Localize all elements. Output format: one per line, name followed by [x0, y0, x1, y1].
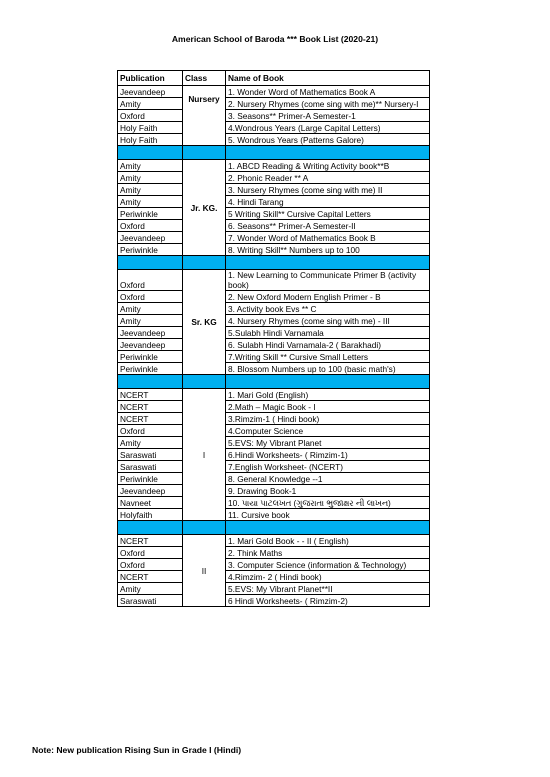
separator-cell [226, 521, 430, 535]
publication-cell: Saraswati [118, 461, 183, 473]
table-row [118, 315, 430, 327]
book-name-cell: 1. New Learning to Communicate Primer B (activity book) [226, 270, 430, 291]
publication-cell: Amity [118, 437, 183, 449]
book-name-cell: 1. ABCD Reading & Writing Activity book**B [226, 160, 430, 172]
publication-cell: Amity [118, 315, 183, 327]
header-class: Class [183, 71, 226, 86]
publication-cell: NCERT [118, 413, 183, 425]
table-header-row [118, 71, 430, 86]
separator-cell [183, 146, 226, 160]
publication-cell: Amity [118, 303, 183, 315]
publication-cell: Saraswati [118, 449, 183, 461]
table-row [118, 291, 430, 303]
table-row [118, 196, 430, 208]
publication-cell: Amity [118, 160, 183, 172]
section-separator [118, 521, 430, 535]
publication-cell: Oxford [118, 270, 183, 291]
publication-cell: Amity [118, 98, 183, 110]
table-row [118, 351, 430, 363]
separator-cell [226, 146, 430, 160]
header-publication: Publication [118, 71, 183, 86]
table-row [118, 535, 430, 547]
book-name-cell: 1. Mari Gold (English) [226, 389, 430, 401]
section-separator [118, 375, 430, 389]
table-row [118, 571, 430, 583]
book-name-cell: 7.English Worksheet- (NCERT) [226, 461, 430, 473]
table-row [118, 363, 430, 375]
publication-cell: Jeevandeep [118, 232, 183, 244]
table-row [118, 327, 430, 339]
table-row [118, 122, 430, 134]
book-name-cell: 2. Think Maths [226, 547, 430, 559]
book-name-cell: 7.Writing Skill ** Cursive Small Letters [226, 351, 430, 363]
publication-cell: Periwinkle [118, 473, 183, 485]
table-row [118, 401, 430, 413]
table-row [118, 208, 430, 220]
book-name-cell: 2. New Oxford Modern English Primer - B [226, 291, 430, 303]
book-name-cell: 1. Wonder Word of Mathematics Book A [226, 86, 430, 98]
book-name-cell: 2.Math – Magic Book - I [226, 401, 430, 413]
book-name-cell: 2. Phonic Reader ** A [226, 172, 430, 184]
book-name-cell: 3. Computer Science (information & Technology) [226, 559, 430, 571]
table-row [118, 437, 430, 449]
publication-cell: Amity [118, 184, 183, 196]
book-name-cell: 6 Hindi Worksheets- ( Rimzim-2) [226, 595, 430, 607]
book-name-cell: 4.Computer Science [226, 425, 430, 437]
book-name-cell: 4.Rimzim- 2 ( Hindi book) [226, 571, 430, 583]
table-body [118, 86, 430, 607]
book-name-cell: 11. Cursive book [226, 509, 430, 521]
publication-cell: Jeevandeep [118, 86, 183, 98]
table-row [118, 98, 430, 110]
publication-cell: NCERT [118, 401, 183, 413]
table-row [118, 473, 430, 485]
publication-cell: Oxford [118, 425, 183, 437]
book-name-cell: 8. General Knowledge --1 [226, 473, 430, 485]
publication-cell: Periwinkle [118, 363, 183, 375]
book-name-cell: 5. Wondrous Years (Patterns Galore) [226, 134, 430, 146]
publication-cell: Amity [118, 172, 183, 184]
publication-cell: NCERT [118, 535, 183, 547]
separator-cell [183, 375, 226, 389]
separator-cell [118, 256, 183, 270]
book-name-cell: 9. Drawing Book-1 [226, 485, 430, 497]
book-name-cell: 3.Rimzim-1 ( Hindi book) [226, 413, 430, 425]
separator-cell [183, 521, 226, 535]
table-row [118, 497, 430, 509]
book-name-cell: 3. Activity book Evs ** C [226, 303, 430, 315]
publication-cell: Oxford [118, 110, 183, 122]
table-row [118, 270, 430, 291]
book-name-cell: 6.Hindi Worksheets- ( Rimzim-1) [226, 449, 430, 461]
class-cell: Jr. KG. [183, 160, 226, 256]
book-name-cell: 5.EVS: My Vibrant Planet**II [226, 583, 430, 595]
table-row [118, 244, 430, 256]
publication-cell: Oxford [118, 291, 183, 303]
separator-cell [118, 521, 183, 535]
book-name-cell: 4.Wondrous Years (Large Capital Letters) [226, 122, 430, 134]
separator-cell [183, 256, 226, 270]
publication-cell: Holyfaith [118, 509, 183, 521]
publication-cell: NCERT [118, 389, 183, 401]
publication-cell: Amity [118, 583, 183, 595]
table-row [118, 86, 430, 98]
table-row [118, 389, 430, 401]
publication-cell: Holy Faith [118, 134, 183, 146]
book-name-cell: 8. Writing Skill** Numbers up to 100 [226, 244, 430, 256]
table-row [118, 547, 430, 559]
separator-cell [118, 146, 183, 160]
page-title: American School of Baroda *** Book List (2020-21) [171, 34, 379, 44]
publication-cell: Oxford [118, 220, 183, 232]
publication-cell: NCERT [118, 571, 183, 583]
book-name-cell: 2. Nursery Rhymes (come sing with me)** Nursery-I [226, 98, 430, 110]
separator-cell [118, 375, 183, 389]
book-name-cell: 5 Writing Skill** Cursive Capital Letters [226, 208, 430, 220]
publication-cell: Periwinkle [118, 208, 183, 220]
publication-cell: Periwinkle [118, 351, 183, 363]
table-row [118, 413, 430, 425]
book-name-cell: 6. Sulabh Hindi Varnamala-2 ( Barakhadi) [226, 339, 430, 351]
class-cell: Sr. KG [183, 270, 226, 375]
table-row [118, 134, 430, 146]
table-row [118, 449, 430, 461]
table-row [118, 339, 430, 351]
table-row [118, 184, 430, 196]
table-row [118, 110, 430, 122]
class-cell: Nursery [183, 86, 226, 146]
book-name-cell: 3. Seasons** Primer-A Semester-1 [226, 110, 430, 122]
publication-cell: Periwinkle [118, 244, 183, 256]
table-row [118, 461, 430, 473]
book-name-cell: 6. Seasons** Primer-A Semester-II [226, 220, 430, 232]
book-name-cell: 10. પાયા પાટલખત (ગુજરાતા ભુજાક્ષર ની લાખન) [226, 497, 430, 509]
publication-cell: Oxford [118, 559, 183, 571]
book-list-table [117, 70, 430, 607]
section-separator [118, 256, 430, 270]
class-cell: I [183, 389, 226, 521]
book-name-cell: 1. Mari Gold Book - - II ( English) [226, 535, 430, 547]
publication-cell: Amity [118, 196, 183, 208]
publication-cell: Jeevandeep [118, 327, 183, 339]
book-name-cell: 7. Wonder Word of Mathematics Book B [226, 232, 430, 244]
table-row [118, 425, 430, 437]
publication-cell: Saraswati [118, 595, 183, 607]
separator-cell [226, 256, 430, 270]
separator-cell [226, 375, 430, 389]
book-name-cell: 5.Sulabh Hindi Varnamala [226, 327, 430, 339]
table-row [118, 303, 430, 315]
footer-note: Note: New publication Rising Sun in Grade I (Hindi) [32, 745, 242, 755]
table-row [118, 509, 430, 521]
book-name-cell: 4. Hindi Tarang [226, 196, 430, 208]
book-name-cell: 5.EVS: My Vibrant Planet [226, 437, 430, 449]
book-name-cell: 8. Blossom Numbers up to 100 (basic math's) [226, 363, 430, 375]
header-book: Name of Book [226, 71, 430, 86]
table-row [118, 559, 430, 571]
table-row [118, 485, 430, 497]
publication-cell: Navneet [118, 497, 183, 509]
publication-cell: Jeevandeep [118, 485, 183, 497]
table-row [118, 160, 430, 172]
section-separator [118, 146, 430, 160]
book-name-cell: 4. Nursery Rhymes (come sing with me) - III [226, 315, 430, 327]
table-row [118, 583, 430, 595]
book-name-cell: 3. Nursery Rhymes (come sing with me) II [226, 184, 430, 196]
publication-cell: Oxford [118, 547, 183, 559]
table-row [118, 220, 430, 232]
table-row [118, 172, 430, 184]
class-cell: II [183, 535, 226, 607]
publication-cell: Jeevandeep [118, 339, 183, 351]
table-row [118, 232, 430, 244]
publication-cell: Holy Faith [118, 122, 183, 134]
table-row [118, 595, 430, 607]
